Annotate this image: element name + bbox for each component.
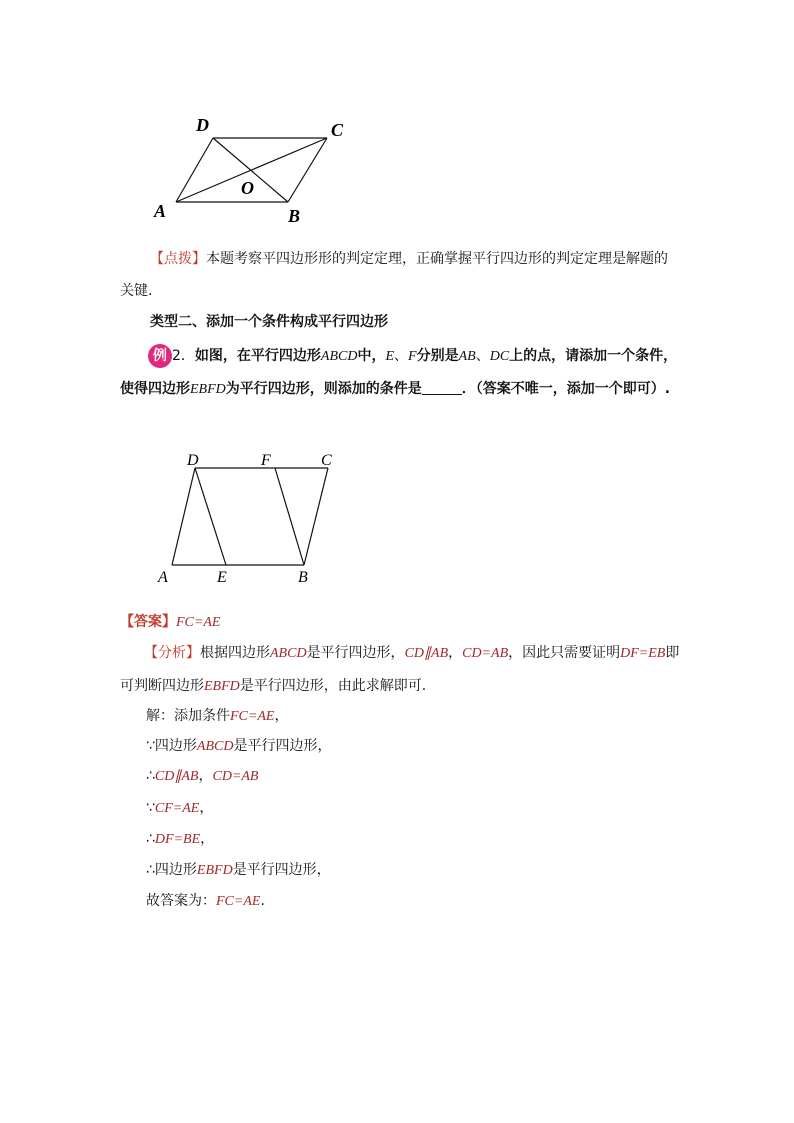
- answer-line: [120, 611, 220, 631]
- example-number: 2．: [172, 348, 195, 364]
- analysis-ebfd: EBFD: [204, 679, 240, 694]
- analysis-cd-equal: CD=AB: [462, 646, 509, 661]
- solution-text: ，: [200, 831, 215, 847]
- example-dc: DC: [489, 349, 510, 364]
- solution-math: DF=BE: [154, 832, 201, 847]
- example-sep: 、: [394, 348, 409, 364]
- example-ebfd: EBFD: [190, 382, 226, 397]
- solution-text: ∴: [146, 768, 155, 784]
- example-text-5: 为平行四边形，则添加的条件是: [225, 381, 422, 397]
- example-badge: 例: [148, 344, 172, 368]
- analysis-text-4: ，因此只需要证明: [508, 645, 621, 661]
- label-b: B: [288, 206, 301, 226]
- analysis-text-5: 即可判断四边形: [120, 645, 680, 694]
- side-cb: [304, 468, 328, 565]
- label-a: A: [154, 201, 167, 221]
- example-text-1: 如图，在平行四边形: [194, 348, 321, 364]
- label-d: D: [196, 115, 209, 135]
- solution-math: CF=AE: [154, 801, 200, 816]
- example-text-6: ．（答案不唯一，添加一个即可）.: [461, 381, 671, 397]
- label-e: E: [217, 569, 227, 586]
- solution-math: FC=AE: [230, 709, 275, 724]
- analysis-abcd: ABCD: [270, 646, 307, 661]
- example-f: F: [408, 349, 417, 364]
- side-ad: [172, 468, 195, 565]
- solution-text: ，: [198, 768, 213, 784]
- solution-line-7: [146, 891, 265, 912]
- section-title: 类型二、添加一个条件构成平行四边形: [150, 314, 388, 330]
- tip-text: 本题考察平四边形形的判定定理，正确掌握平行四边形的判定定理是解题的关键.: [120, 251, 668, 299]
- solution-line-1: [146, 706, 288, 727]
- parallelogram-figure-1: [140, 110, 370, 240]
- answer-value: FC=AE: [176, 615, 221, 630]
- solution-text: 是平行四边形，: [232, 862, 331, 878]
- tip-paragraph: [120, 243, 680, 307]
- analysis-df-eb: DF=EB: [620, 646, 666, 661]
- analysis-text-6: 是平行四边形，由此求解即可.: [239, 678, 427, 694]
- answer-tag: 【答案】: [120, 614, 176, 630]
- solution-text: ∵: [146, 800, 155, 816]
- analysis-cd-parallel: CD∥AB: [404, 646, 449, 661]
- example-text-3: 分别是: [416, 348, 459, 364]
- example-ab: AB: [458, 349, 476, 364]
- label-f: F: [261, 452, 271, 469]
- solution-math: EBFD: [196, 863, 233, 878]
- example-sep-2: 、: [475, 348, 490, 364]
- solution-text: ∴: [146, 831, 155, 847]
- solution-line-6: [146, 860, 331, 881]
- solution-math: ABCD: [196, 739, 234, 754]
- label-o: O: [241, 178, 254, 198]
- solution-text: 解：添加条件: [146, 708, 230, 724]
- side-cb: [288, 138, 327, 202]
- solution-text: 故答案为：: [146, 893, 216, 909]
- label-c: C: [321, 452, 332, 469]
- solution-line-4: [146, 798, 213, 819]
- example-text-4: 上的点，请添加一个条件，使得四边形: [120, 348, 678, 397]
- analysis-text-3: ，: [448, 645, 463, 661]
- solution-line-5: [146, 829, 214, 850]
- side-ad: [176, 138, 213, 202]
- example-text-2: 中，: [357, 348, 386, 364]
- solution-text: ，: [274, 708, 289, 724]
- analysis-text-1: 根据四边形: [200, 645, 270, 661]
- solution-line-3: [146, 766, 258, 787]
- solution-text: .: [260, 893, 265, 909]
- tip-tag: 【点拨】: [150, 251, 206, 267]
- solution-text: ∴四边形: [146, 862, 197, 878]
- solution-line-2: [146, 736, 331, 757]
- label-a: A: [158, 569, 168, 586]
- example-paragraph: [120, 340, 680, 406]
- solution-text: 是平行四边形，: [233, 738, 332, 754]
- example-abcd: ABCD: [320, 349, 358, 364]
- segment-de: [195, 468, 226, 565]
- example-e: E: [385, 349, 395, 364]
- solution-math: CD=AB: [212, 769, 259, 784]
- solution-math: FC=AE: [216, 894, 261, 909]
- analysis-tag: 【分析】: [144, 645, 200, 661]
- label-b: B: [298, 569, 308, 586]
- solution-text: ∵四边形: [146, 738, 197, 754]
- analysis-text-2: 是平行四边形，: [306, 645, 405, 661]
- solution-math: CD∥AB: [154, 769, 199, 784]
- label-d: D: [187, 452, 199, 469]
- label-c: C: [331, 120, 344, 140]
- answer-blank: [422, 380, 462, 395]
- parallelogram-figure-2: [150, 445, 350, 590]
- segment-fb: [275, 468, 304, 565]
- solution-text: ，: [199, 800, 214, 816]
- analysis-paragraph: [120, 637, 680, 703]
